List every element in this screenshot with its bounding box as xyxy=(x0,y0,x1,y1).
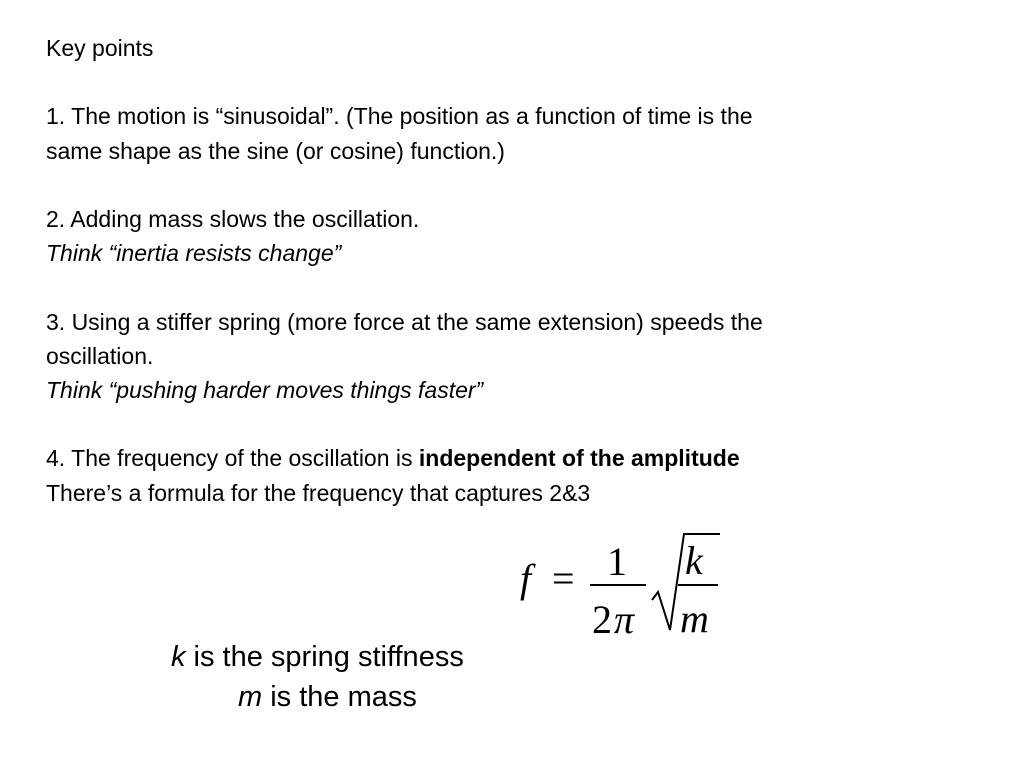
point-4-line-1 xyxy=(46,445,740,472)
frequency-formula xyxy=(512,530,742,650)
point-4-emphasis: independent of the amplitude xyxy=(418,445,740,471)
legend-k xyxy=(171,640,464,674)
formula-numerator: 1 xyxy=(607,539,627,584)
legend-m-symbol: m xyxy=(238,681,263,713)
formula-equals: = xyxy=(552,556,575,601)
legend-m xyxy=(238,680,417,714)
frequency-formula-svg xyxy=(512,530,742,650)
formula-denominator-number: 2 xyxy=(592,597,612,642)
point-2-hint: Think “inertia resists change” xyxy=(46,240,342,266)
point-3-line-1: 3. Using a stiffer spring (more force at the same extension) speeds the xyxy=(46,309,763,335)
point-4-line-2: There’s a formula for the frequency that captures 2&3 xyxy=(46,480,591,506)
point-1-line-1: 1. The motion is “sinusoidal”. (The position as a function of time is the xyxy=(46,103,753,129)
root-denominator: m xyxy=(680,596,709,641)
point-3-line-2: oscillation. xyxy=(46,343,154,369)
legend-k-symbol: k xyxy=(171,641,186,673)
point-1-line-2: same shape as the sine (or cosine) function.) xyxy=(46,138,505,164)
formula-lhs: f xyxy=(520,556,532,601)
root-numerator: k xyxy=(685,538,703,583)
legend-k-text: is the spring stiffness xyxy=(185,641,464,673)
point-4-prefix: 4. The frequency of the oscillation is xyxy=(46,445,419,471)
formula-denominator-pi: π xyxy=(614,597,635,642)
legend-m-text: is the mass xyxy=(262,681,417,713)
point-3-hint: Think “pushing harder moves things faster” xyxy=(46,377,484,403)
point-2-line-1: 2. Adding mass slows the oscillation. xyxy=(46,206,420,232)
heading: Key points xyxy=(46,35,154,61)
